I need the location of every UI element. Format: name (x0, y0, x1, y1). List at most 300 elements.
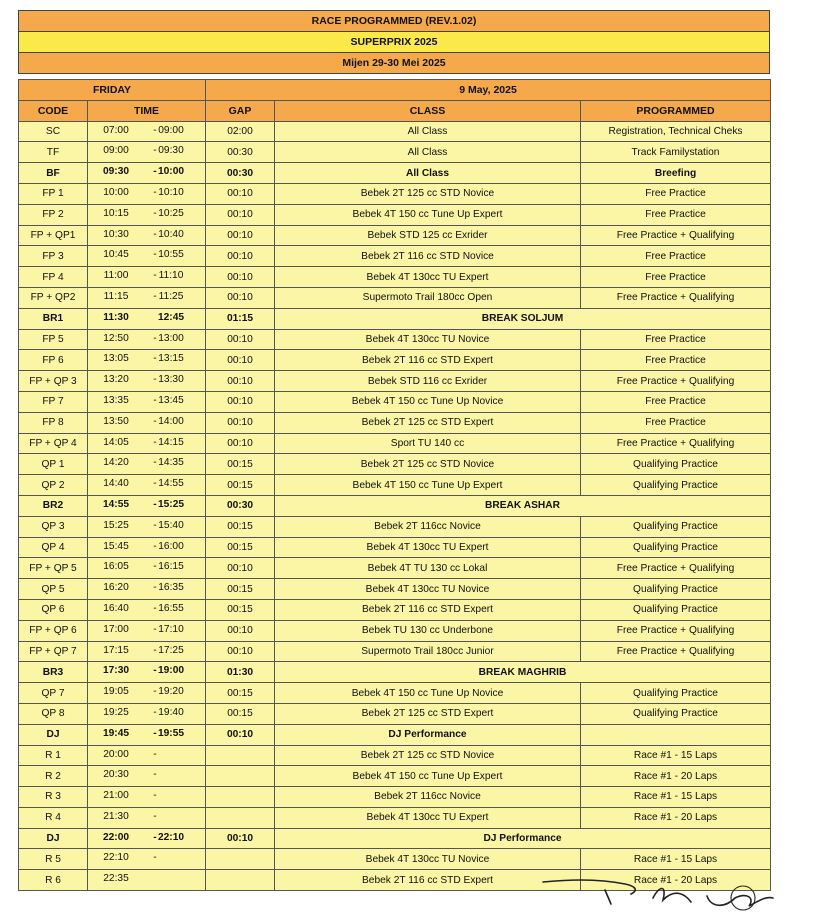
time-start: 07:00 (103, 124, 129, 136)
time-start: 14:05 (103, 436, 129, 448)
row-class: Bebek 2T 116cc Novice (275, 516, 581, 537)
row-gap (206, 745, 275, 766)
schedule-row (19, 329, 771, 350)
row-programmed: Free Practice + Qualifying (581, 371, 771, 392)
row-time (88, 225, 206, 246)
schedule-row (19, 537, 771, 558)
row-gap: 00:10 (206, 620, 275, 641)
schedule-row (19, 454, 771, 475)
time-start: 16:40 (103, 602, 129, 614)
row-class: Bebek 2T 116 cc STD Novice (275, 246, 581, 267)
row-gap: 00:30 (206, 495, 275, 516)
time-start: 10:15 (103, 207, 129, 219)
row-time (88, 308, 206, 329)
row-programmed: Free Practice + Qualifying (581, 287, 771, 308)
row-programmed: Qualifying Practice (581, 475, 771, 496)
time-dash: - (153, 519, 157, 531)
row-class: Supermoto Trail 180cc Junior (275, 641, 581, 662)
time-end: 14:15 (158, 436, 184, 448)
row-programmed: Free Practice (581, 391, 771, 412)
row-gap: 00:15 (206, 516, 275, 537)
row-gap: 00:30 (206, 163, 275, 184)
time-dash: - (153, 748, 157, 760)
schedule-row (19, 350, 771, 371)
row-time (88, 703, 206, 724)
time-end: 15:40 (158, 519, 184, 531)
time-start: 15:45 (103, 540, 129, 552)
row-code: SC (19, 121, 88, 142)
time-dash: - (153, 706, 157, 718)
row-gap: 00:10 (206, 828, 275, 849)
time-dash: - (153, 457, 157, 469)
time-end: 09:00 (158, 124, 184, 136)
row-time (88, 787, 206, 808)
time-start: 21:00 (103, 790, 129, 802)
time-dash: - (153, 623, 157, 635)
row-class: Bebek 2T 116cc Novice (275, 787, 581, 808)
row-programmed: Free Practice (581, 246, 771, 267)
row-break-label: DJ Performance (275, 828, 771, 849)
row-time (88, 329, 206, 350)
row-gap: 00:10 (206, 350, 275, 371)
time-end: 16:55 (158, 602, 184, 614)
document-title: RACE PROGRAMMED (REV.1.02) (19, 11, 770, 32)
col-header-class: CLASS (275, 100, 581, 121)
row-break-label: BREAK MAGHRIB (275, 662, 771, 683)
time-dash: - (153, 228, 157, 240)
row-code: QP 2 (19, 475, 88, 496)
time-dash: - (153, 290, 157, 302)
time-start: 13:05 (103, 353, 129, 365)
row-programmed: Free Practice + Qualifying (581, 641, 771, 662)
time-dash: - (153, 602, 157, 614)
row-gap: 00:10 (206, 246, 275, 267)
row-programmed: Race #1 - 20 Laps (581, 766, 771, 787)
time-start: 16:05 (103, 561, 129, 573)
row-gap: 00:10 (206, 183, 275, 204)
row-time (88, 683, 206, 704)
row-class: Bebek 4T 150 cc Tune Up Expert (275, 766, 581, 787)
schedule-row (19, 787, 771, 808)
row-time (88, 287, 206, 308)
time-end: 10:40 (158, 228, 184, 240)
schedule-row (19, 745, 771, 766)
time-start: 14:40 (103, 478, 129, 490)
time-start: 22:35 (103, 873, 129, 885)
schedule-row (19, 662, 771, 683)
row-gap (206, 807, 275, 828)
row-class: Bebek 2T 125 cc STD Novice (275, 745, 581, 766)
time-start: 11:15 (103, 290, 129, 302)
time-dash: - (153, 436, 157, 448)
row-code: R 6 (19, 870, 88, 891)
time-dash: - (153, 769, 157, 781)
time-dash: - (153, 540, 157, 552)
row-code: R 4 (19, 807, 88, 828)
row-time (88, 662, 206, 683)
time-start: 10:30 (103, 228, 129, 240)
row-code: TF (19, 142, 88, 163)
row-time (88, 454, 206, 475)
row-class: All Class (275, 163, 581, 184)
schedule-row (19, 599, 771, 620)
row-class: All Class (275, 121, 581, 142)
schedule-table (18, 79, 771, 891)
time-end: 14:55 (158, 478, 184, 490)
row-gap: 00:30 (206, 142, 275, 163)
time-start: 11:30 (103, 311, 129, 323)
row-programmed: Qualifying Practice (581, 516, 771, 537)
row-gap: 00:10 (206, 204, 275, 225)
time-dash: - (153, 582, 157, 594)
row-time (88, 433, 206, 454)
time-dash: - (153, 207, 157, 219)
row-code: FP + QP 4 (19, 433, 88, 454)
row-code: FP 5 (19, 329, 88, 350)
time-start: 13:50 (103, 415, 129, 427)
row-programmed: Free Practice (581, 412, 771, 433)
time-start: 19:05 (103, 686, 129, 698)
row-gap: 00:10 (206, 641, 275, 662)
time-end: 13:45 (158, 394, 184, 406)
time-end: 19:55 (157, 727, 185, 739)
schedule-row (19, 475, 771, 496)
row-class: DJ Performance (275, 724, 581, 745)
schedule-row (19, 516, 771, 537)
row-gap (206, 849, 275, 870)
row-class: Bebek STD 125 cc Exrider (275, 225, 581, 246)
row-time (88, 350, 206, 371)
row-programmed: Breefing (581, 163, 771, 184)
row-programmed: Track Familystation (581, 142, 771, 163)
schedule-row (19, 558, 771, 579)
row-gap: 00:10 (206, 225, 275, 246)
row-time (88, 537, 206, 558)
time-start: 09:00 (103, 145, 129, 157)
row-class: Bebek 4T 150 cc Tune Up Novice (275, 391, 581, 412)
time-start: 14:55 (102, 498, 130, 510)
schedule-row (19, 766, 771, 787)
schedule-row (19, 371, 771, 392)
time-start: 22:00 (102, 831, 130, 843)
row-gap: 00:10 (206, 412, 275, 433)
venue-dates: Mijen 29-30 Mei 2025 (19, 53, 770, 74)
row-time (88, 183, 206, 204)
row-gap: 00:15 (206, 454, 275, 475)
row-code: QP 8 (19, 703, 88, 724)
time-end: 15:25 (157, 498, 185, 510)
schedule-row (19, 849, 771, 870)
time-end: 16:15 (158, 561, 184, 573)
col-header-code: CODE (19, 100, 88, 121)
schedule-row (19, 163, 771, 184)
schedule-row (19, 121, 771, 142)
row-programmed: Qualifying Practice (581, 683, 771, 704)
time-dash: - (153, 145, 157, 157)
row-programmed: Free Practice (581, 204, 771, 225)
row-code: R 1 (19, 745, 88, 766)
row-programmed: Qualifying Practice (581, 579, 771, 600)
row-programmed: Race #1 - 15 Laps (581, 787, 771, 808)
time-end: 19:40 (158, 706, 184, 718)
row-time (88, 371, 206, 392)
time-start: 14:20 (103, 457, 129, 469)
row-programmed: Free Practice + Qualifying (581, 620, 771, 641)
time-start: 15:25 (103, 519, 129, 531)
row-time (88, 724, 206, 745)
row-break-label: BREAK SOLJUM (275, 308, 771, 329)
column-header-row (19, 100, 771, 121)
time-start: 17:30 (102, 665, 130, 677)
schedule-row (19, 703, 771, 724)
schedule-row (19, 308, 771, 329)
row-class: Sport TU 140 cc (275, 433, 581, 454)
time-dash: - (153, 415, 157, 427)
row-gap: 01:15 (206, 308, 275, 329)
row-code: BR3 (19, 662, 88, 683)
row-code: FP + QP 7 (19, 641, 88, 662)
schedule-row (19, 204, 771, 225)
row-code: FP 1 (19, 183, 88, 204)
time-start: 10:45 (103, 249, 129, 261)
time-start: 13:20 (103, 374, 129, 386)
row-time (88, 495, 206, 516)
row-programmed: Free Practice (581, 329, 771, 350)
row-programmed: Free Practice (581, 350, 771, 371)
row-class: Supermoto Trail 180cc Open (275, 287, 581, 308)
row-class: Bebek 4T 130cc TU Novice (275, 849, 581, 870)
row-gap: 00:10 (206, 724, 275, 745)
row-class: Bebek 2T 125 cc STD Novice (275, 454, 581, 475)
row-class: Bebek 2T 125 cc STD Expert (275, 703, 581, 724)
schedule-row (19, 433, 771, 454)
time-end: 16:00 (158, 540, 184, 552)
row-class: Bebek 4T 130cc TU Expert (275, 807, 581, 828)
row-programmed: Race #1 - 20 Laps (581, 807, 771, 828)
row-code: FP 3 (19, 246, 88, 267)
time-end: 10:00 (157, 166, 185, 178)
time-dash: - (153, 810, 157, 822)
schedule-row (19, 246, 771, 267)
time-dash: - (153, 498, 157, 510)
time-dash: - (153, 332, 157, 344)
time-dash: - (153, 790, 157, 802)
time-end: 22:10 (157, 831, 185, 843)
row-programmed: Qualifying Practice (581, 454, 771, 475)
time-end: 13:00 (158, 332, 184, 344)
row-time (88, 766, 206, 787)
schedule-row (19, 495, 771, 516)
row-programmed: Race #1 - 20 Laps (581, 870, 771, 891)
row-class: Bebek TU 130 cc Underbone (275, 620, 581, 641)
row-code: FP + QP 5 (19, 558, 88, 579)
row-gap (206, 787, 275, 808)
schedule-row (19, 579, 771, 600)
row-code: R 3 (19, 787, 88, 808)
row-time (88, 412, 206, 433)
row-gap: 02:00 (206, 121, 275, 142)
row-code: FP + QP 6 (19, 620, 88, 641)
time-dash: - (153, 353, 157, 365)
row-time (88, 745, 206, 766)
row-class: Bebek 2T 116 cc STD Expert (275, 350, 581, 371)
col-header-programmed: PROGRAMMED (581, 100, 771, 121)
row-time (88, 849, 206, 870)
row-gap: 00:10 (206, 329, 275, 350)
schedule-row (19, 724, 771, 745)
time-end: 13:30 (158, 374, 184, 386)
time-dash: - (153, 394, 157, 406)
schedule-row (19, 683, 771, 704)
col-header-gap: GAP (206, 100, 275, 121)
time-dash: - (153, 270, 157, 282)
row-time (88, 516, 206, 537)
row-time (88, 807, 206, 828)
row-time (88, 391, 206, 412)
row-class: Bebek 2T 116 cc STD Expert (275, 599, 581, 620)
schedule-row (19, 870, 771, 891)
schedule-row (19, 267, 771, 288)
row-code: BR2 (19, 495, 88, 516)
time-dash: - (153, 727, 157, 739)
time-start: 13:35 (103, 394, 129, 406)
time-end: 10:10 (158, 186, 184, 198)
row-class: Bebek 4T 150 cc Tune Up Expert (275, 204, 581, 225)
row-programmed: Free Practice + Qualifying (581, 433, 771, 454)
time-dash: - (153, 686, 157, 698)
time-dash: - (153, 166, 157, 178)
time-dash: - (153, 831, 157, 843)
row-time (88, 620, 206, 641)
row-class: Bebek 4T 130cc TU Expert (275, 537, 581, 558)
row-code: FP 2 (19, 204, 88, 225)
time-start: 19:25 (103, 706, 129, 718)
row-time (88, 870, 206, 891)
row-programmed: Qualifying Practice (581, 703, 771, 724)
time-dash: - (153, 374, 157, 386)
row-break-label: BREAK ASHAR (275, 495, 771, 516)
time-dash: - (153, 478, 157, 490)
row-time (88, 579, 206, 600)
time-end: 11:25 (158, 290, 184, 302)
row-code: DJ (19, 828, 88, 849)
row-code: BR1 (19, 308, 88, 329)
row-programmed (581, 724, 771, 745)
time-start: 20:00 (103, 748, 129, 760)
schedule-row (19, 183, 771, 204)
time-start: 20:30 (103, 769, 129, 781)
time-end: 16:35 (158, 582, 184, 594)
row-code: QP 3 (19, 516, 88, 537)
row-code: FP + QP2 (19, 287, 88, 308)
row-gap: 00:10 (206, 371, 275, 392)
time-start: 22:10 (103, 852, 129, 864)
row-programmed: Free Practice + Qualifying (581, 558, 771, 579)
schedule-row (19, 391, 771, 412)
schedule-row (19, 807, 771, 828)
schedule-row (19, 620, 771, 641)
row-code: FP + QP 3 (19, 371, 88, 392)
row-time (88, 475, 206, 496)
time-start: 16:20 (103, 582, 129, 594)
time-end: 09:30 (158, 145, 184, 157)
row-programmed: Free Practice (581, 267, 771, 288)
row-time (88, 599, 206, 620)
row-programmed: Race #1 - 15 Laps (581, 745, 771, 766)
row-class: Bebek 4T 130cc TU Novice (275, 329, 581, 350)
time-dash: - (153, 124, 157, 136)
time-end: 10:25 (158, 207, 184, 219)
row-code: FP 4 (19, 267, 88, 288)
row-code: FP 7 (19, 391, 88, 412)
row-code: FP 8 (19, 412, 88, 433)
schedule-row (19, 225, 771, 246)
row-gap: 00:15 (206, 703, 275, 724)
row-time (88, 246, 206, 267)
row-time (88, 142, 206, 163)
schedule-row (19, 287, 771, 308)
row-code: FP + QP1 (19, 225, 88, 246)
time-end: 17:25 (158, 644, 184, 656)
row-class: Bebek STD 116 cc Exrider (275, 371, 581, 392)
row-time (88, 558, 206, 579)
row-gap: 00:15 (206, 475, 275, 496)
row-programmed: Qualifying Practice (581, 599, 771, 620)
time-dash: - (153, 249, 157, 261)
schedule-row (19, 828, 771, 849)
row-programmed: Qualifying Practice (581, 537, 771, 558)
row-gap: 00:10 (206, 433, 275, 454)
time-end: 17:10 (158, 623, 184, 635)
row-gap: 00:15 (206, 579, 275, 600)
time-start: 10:00 (103, 186, 129, 198)
row-gap: 00:15 (206, 537, 275, 558)
row-code: QP 4 (19, 537, 88, 558)
day-date: 9 May, 2025 (206, 80, 771, 101)
time-dash: - (153, 852, 157, 864)
row-time (88, 121, 206, 142)
row-gap: 00:10 (206, 287, 275, 308)
row-code: QP 1 (19, 454, 88, 475)
time-dash: - (153, 665, 157, 677)
row-programmed: Free Practice (581, 183, 771, 204)
time-dash: - (153, 644, 157, 656)
row-class: Bebek 4T 130cc TU Expert (275, 267, 581, 288)
row-gap: 00:10 (206, 558, 275, 579)
row-gap (206, 870, 275, 891)
row-time (88, 641, 206, 662)
time-dash: - (153, 561, 157, 573)
row-gap: 00:15 (206, 683, 275, 704)
row-programmed: Free Practice + Qualifying (581, 225, 771, 246)
time-end: 14:35 (158, 457, 184, 469)
row-time (88, 204, 206, 225)
time-end: 12:45 (157, 311, 185, 323)
row-class: Bebek 2T 116 cc STD Expert (275, 870, 581, 891)
time-start: 11:00 (103, 270, 129, 282)
time-end: 10:55 (158, 249, 184, 261)
row-code: DJ (19, 724, 88, 745)
day-row (19, 80, 771, 101)
row-code: FP 6 (19, 350, 88, 371)
schedule-row (19, 142, 771, 163)
row-gap: 00:15 (206, 599, 275, 620)
row-code: QP 7 (19, 683, 88, 704)
row-programmed: Race #1 - 15 Laps (581, 849, 771, 870)
row-class: All Class (275, 142, 581, 163)
col-header-time: TIME (88, 100, 206, 121)
time-start: 21:30 (103, 810, 129, 822)
